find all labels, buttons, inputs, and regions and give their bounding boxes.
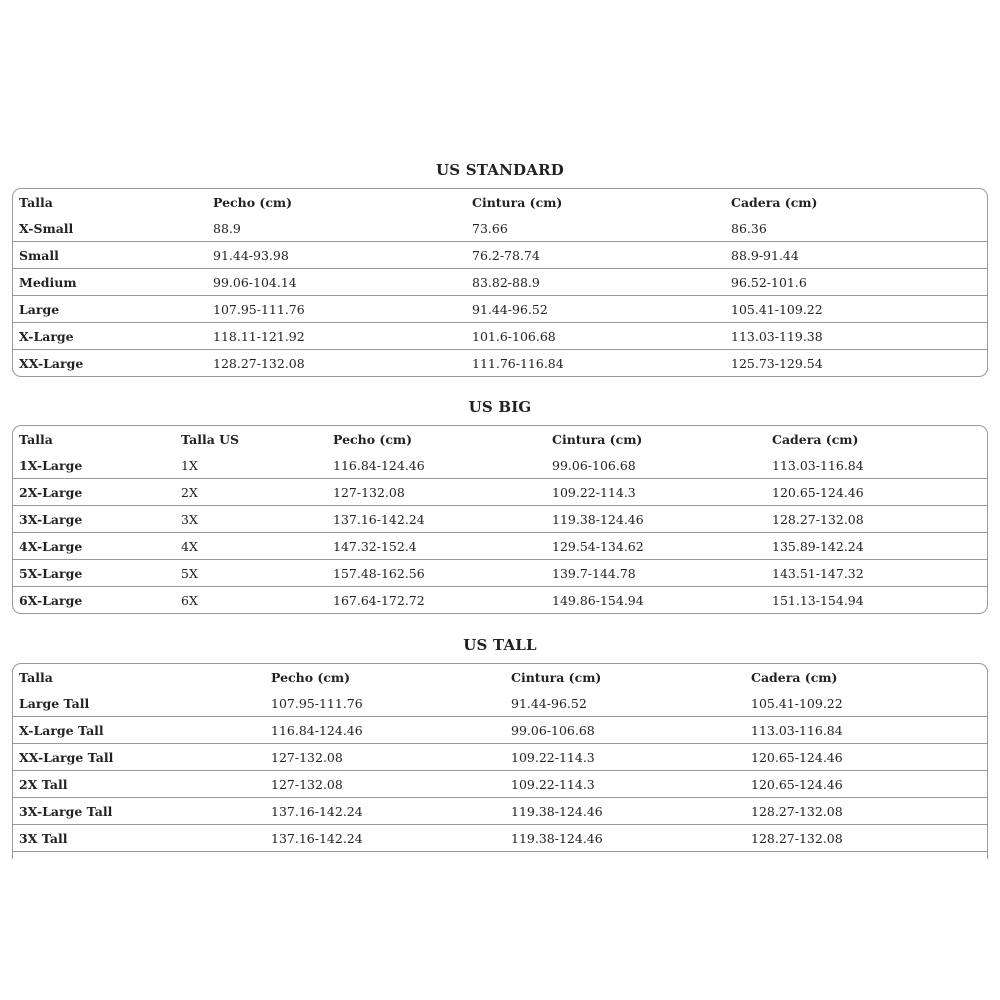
header-cell: Talla [19, 431, 53, 447]
header-cell: Cadera (cm) [731, 194, 818, 210]
table-cell: 151.13-154.94 [766, 587, 987, 614]
table-row [13, 323, 987, 350]
size-name-cell: 2X Tall [13, 771, 265, 798]
table-cell: 127-132.08 [265, 771, 505, 798]
table-row [13, 452, 987, 479]
table-row [13, 242, 987, 269]
header-cell: Cintura (cm) [472, 194, 563, 210]
table-cell: 99.06-106.68 [505, 717, 745, 744]
table-cell: 91.44-96.52 [466, 296, 725, 323]
section-title-us-standard: US STANDARD [436, 161, 564, 179]
table-cell: 119.38-124.46 [505, 798, 745, 825]
table-cell: 2X [175, 479, 327, 506]
table-cell: 111.76-116.84 [466, 350, 725, 377]
table-cell: 167.64-172.72 [327, 587, 546, 614]
table-row [13, 350, 987, 377]
table-cell: 105.41-109.22 [751, 695, 843, 711]
table-row [13, 533, 987, 560]
table-cell: 120.65-124.46 [766, 479, 987, 506]
table-cell: 119.38-124.46 [505, 825, 745, 852]
table-cell: 137.16-142.24 [327, 506, 546, 533]
size-name-cell: 6X-Large [13, 587, 175, 614]
table-row [13, 506, 987, 533]
header-cell: Talla [19, 194, 53, 210]
table-cell: 109.22-114.3 [546, 479, 766, 506]
table-row [13, 744, 987, 771]
header-cell: Talla US [181, 431, 240, 447]
size-name-cell: X-Large Tall [13, 717, 265, 744]
size-name-cell: 3X Tall [13, 825, 265, 852]
table-cell: 86.36 [731, 220, 767, 236]
table-row [13, 296, 987, 323]
table-cell: 119.38-124.46 [546, 506, 766, 533]
table-cell: 4X [175, 533, 327, 560]
table-cell: 91.44-96.52 [511, 695, 587, 711]
table-cell: 113.03-116.84 [745, 717, 987, 744]
table-cell: 116.84-124.46 [333, 457, 425, 473]
size-name-cell: XX-Large [13, 350, 207, 377]
table-row [13, 825, 987, 852]
section-title-us-big: US BIG [468, 398, 532, 416]
size-table-us-big [12, 425, 988, 614]
size-name-cell: Medium [13, 269, 207, 296]
header-cell: Talla [19, 669, 53, 685]
table-cell: 5X [175, 560, 327, 587]
table-cell: 88.9-91.44 [725, 242, 987, 269]
table-cell: 99.06-104.14 [207, 269, 466, 296]
table-row [13, 771, 987, 798]
size-table-us-tall [12, 663, 988, 859]
header-cell: Cintura (cm) [511, 669, 602, 685]
table-cell: 139.7-144.78 [546, 560, 766, 587]
table-cell: 76.2-78.74 [466, 242, 725, 269]
table-row [13, 717, 987, 744]
table-cell: 127-132.08 [265, 744, 505, 771]
table-row [13, 479, 987, 506]
size-name-cell: 3X-Large Tall [13, 798, 265, 825]
size-table-us-standard [12, 188, 988, 377]
table-cell: 147.32-152.4 [327, 533, 546, 560]
size-name-cell: X-Small [19, 220, 74, 236]
table-cell: 120.65-124.46 [745, 771, 987, 798]
size-name-cell: 4X-Large [13, 533, 175, 560]
header-cell: Cintura (cm) [552, 431, 643, 447]
size-name-cell: Large Tall [19, 695, 90, 711]
table-cell: 107.95-111.76 [207, 296, 466, 323]
table-cell: 137.16-142.24 [265, 798, 505, 825]
table-cell: 109.22-114.3 [505, 744, 745, 771]
table-header-row [13, 664, 987, 690]
size-name-cell: 5X-Large [13, 560, 175, 587]
table-cell: 149.86-154.94 [546, 587, 766, 614]
table-cell: 127-132.08 [327, 479, 546, 506]
table-cell: 101.6-106.68 [466, 323, 725, 350]
table-cell: 99.06-106.68 [552, 457, 636, 473]
table-cell: 96.52-101.6 [725, 269, 987, 296]
table-row [13, 269, 987, 296]
table-header-row [13, 189, 987, 215]
table-cell: 129.54-134.62 [546, 533, 766, 560]
table-row [13, 798, 987, 825]
table-cell: 6X [175, 587, 327, 614]
table-cell: 91.44-93.98 [207, 242, 466, 269]
table-cell: 107.95-111.76 [271, 695, 363, 711]
header-cell: Cadera (cm) [751, 669, 838, 685]
table-cell: 128.27-132.08 [745, 825, 987, 852]
table-cell: 125.73-129.54 [725, 350, 987, 377]
header-cell: Pecho (cm) [213, 194, 293, 210]
size-name-cell: 2X-Large [13, 479, 175, 506]
size-name-cell: 1X-Large [19, 457, 83, 473]
header-cell: Pecho (cm) [271, 669, 351, 685]
size-name-cell: X-Large [13, 323, 207, 350]
table-cell: 128.27-132.08 [207, 350, 466, 377]
table-cell: 3X [175, 506, 327, 533]
table-cell: 1X [181, 457, 198, 473]
header-cell: Cadera (cm) [772, 431, 859, 447]
table-cell: 109.22-114.3 [505, 771, 745, 798]
table-cell: 143.51-147.32 [766, 560, 987, 587]
table-cell: 116.84-124.46 [265, 717, 505, 744]
table-cell: 73.66 [472, 220, 508, 236]
table-cell: 120.65-124.46 [745, 744, 987, 771]
table-row [13, 587, 987, 614]
table-cell: 88.9 [213, 220, 241, 236]
table-cell: 128.27-132.08 [766, 506, 987, 533]
table-cell: 83.82-88.9 [466, 269, 725, 296]
table-cell: 105.41-109.22 [725, 296, 987, 323]
size-name-cell: Small [13, 242, 207, 269]
size-name-cell: 3X-Large [13, 506, 175, 533]
section-title-us-tall: US TALL [463, 636, 537, 654]
table-row [13, 560, 987, 587]
table-cell: 135.89-142.24 [766, 533, 987, 560]
size-name-cell: Large [13, 296, 207, 323]
table-cell: 113.03-116.84 [772, 457, 864, 473]
table-cell: 118.11-121.92 [207, 323, 466, 350]
table-row [13, 690, 987, 717]
table-cell: 137.16-142.24 [265, 825, 505, 852]
table-cell: 113.03-119.38 [725, 323, 987, 350]
table-cell: 128.27-132.08 [745, 798, 987, 825]
table-header-row [13, 426, 987, 452]
table-cell: 157.48-162.56 [327, 560, 546, 587]
header-cell: Pecho (cm) [333, 431, 413, 447]
table-row [13, 215, 987, 242]
size-name-cell: XX-Large Tall [13, 744, 265, 771]
